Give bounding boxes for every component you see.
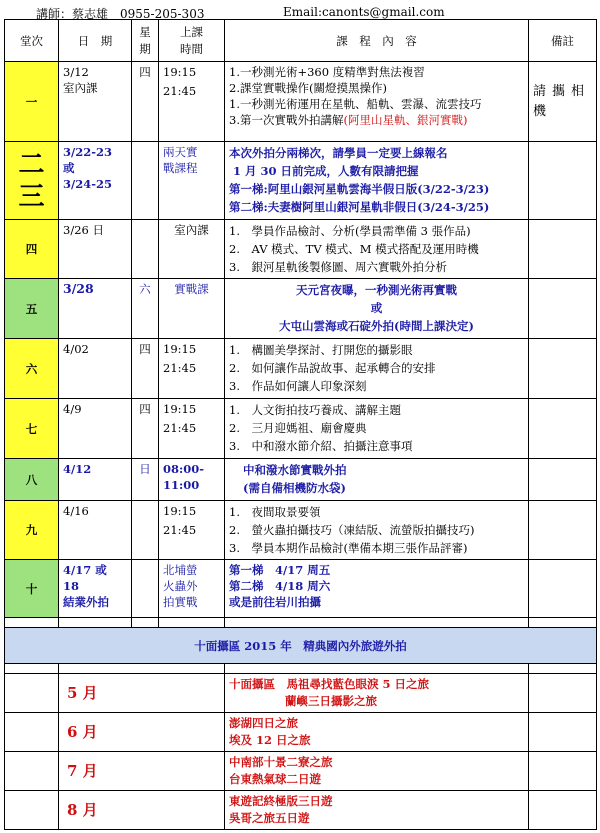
session-weekday: 日 (132, 459, 159, 501)
session-number: 六 (5, 339, 59, 399)
session-time: 實戰課 (159, 279, 225, 339)
session-number: 一 (5, 62, 59, 142)
session-time: 北埔螢 火蟲外 拍實戰 (159, 560, 225, 618)
session-number: 二 三 (5, 142, 59, 220)
session-date: 3/26 日 (59, 220, 132, 279)
session-number: 八 (5, 459, 59, 501)
session-number: 四 (5, 220, 59, 279)
col-time: 上課時間 (159, 20, 225, 62)
session-note (529, 279, 597, 339)
session-note (529, 339, 597, 399)
col-session: 堂次 (5, 20, 59, 62)
session-time: 19:15 21:45 (159, 62, 225, 142)
travel-banner: 十面攝區 2015 年 精典國內外旅遊外拍 (5, 628, 597, 664)
session-number: 七 (5, 399, 59, 459)
trip-content: 澎湖四日之旅 埃及 12 日之旅 (225, 713, 529, 752)
trip-row-august (5, 791, 597, 830)
email-contact[interactable]: Email:canonts@gmail.com (283, 5, 445, 19)
session-time: 19:15 21:45 (159, 501, 225, 560)
trip-month: 5 月 (59, 674, 225, 713)
session-content: 中和潑水節實戰外拍 (需自備相機防水袋) (225, 459, 529, 501)
trip-note (529, 713, 597, 752)
session-date: 4/16 (59, 501, 132, 560)
session-date: 3/28 (59, 279, 132, 339)
session-date: 4/12 (59, 459, 132, 501)
trip-row-july (5, 752, 597, 791)
spacer-row (5, 664, 597, 674)
trip-month: 6 月 (59, 713, 225, 752)
session-content: 1. 學員作品檢討、分析(學員需準備 3 張作品) 2. AV 模式、TV 模式、M 模式搭配及運用時機 3. 銀河星軌後製修圖、周六實戰外拍分析 (225, 220, 529, 279)
session-row-7 (5, 399, 597, 459)
session-date: 4/9 (59, 399, 132, 459)
session-content: 第一梯 4/17 周五 第二梯 4/18 周六 或是前往岩川拍攝 (225, 560, 529, 618)
session-weekday: 四 (132, 62, 159, 142)
session-row-9 (5, 501, 597, 560)
table-header-row (5, 20, 597, 62)
session-row-8 (5, 459, 597, 501)
trip-row-june (5, 713, 597, 752)
session-row-1 (5, 62, 597, 142)
trip-content: 東遊記終極版三日遊 吳哥之旅五日遊 (225, 791, 529, 830)
trip-note (529, 752, 597, 791)
session-note (529, 399, 597, 459)
session-time: 19:15 21:45 (159, 399, 225, 459)
session-note (529, 220, 597, 279)
session-time: 19:15 21:45 (159, 339, 225, 399)
session-weekday (132, 220, 159, 279)
col-weekday: 星期 (132, 20, 159, 62)
session-date: 4/02 (59, 339, 132, 399)
session-weekday (132, 560, 159, 618)
teacher-contact: 講師：蔡志雄 0955-205-303 (36, 7, 205, 21)
session-row-6 (5, 339, 597, 399)
trip-row-may (5, 674, 597, 713)
trip-note (529, 674, 597, 713)
session-weekday (132, 142, 159, 220)
session-content: 1. 人文街拍技巧養成、講解主題 2. 三月迎媽祖、廟會慶典 3. 中和潑水節介紹、拍攝注意事項 (225, 399, 529, 459)
trip-month: 8 月 (59, 791, 225, 830)
session-date: 3/12 室內課 (59, 62, 132, 142)
session-time: 08:00- 11:00 (159, 459, 225, 501)
session-row-2-3 (5, 142, 597, 220)
session-content: 1. 夜間取景要領 2. 螢火蟲拍攝技巧（凍結版、流螢版拍攝技巧) 3. 學員本期作品檢討(準備本期三張作品評審) (225, 501, 529, 560)
spacer-row (5, 618, 597, 628)
session-content: 本次外拍分兩梯次，請學員一定要上線報名 1 月 30 日前完成，人數有限請把握 第一梯:阿里山銀河星軌雲海半假日版(3/22-3/23) 第二梯:夫妻樹阿里山銀河星軌非假日(3/24-3/25) (225, 142, 529, 220)
session-weekday (132, 501, 159, 560)
session-note (529, 501, 597, 560)
session-weekday: 六 (132, 279, 159, 339)
session-weekday: 四 (132, 339, 159, 399)
trip-month: 7 月 (59, 752, 225, 791)
session-row-4 (5, 220, 597, 279)
session-row-10 (5, 560, 597, 618)
col-note: 備註 (529, 20, 597, 62)
session-content: 1. 構圖美學探討、打開您的攝影眼 2. 如何讓作品說故事、起承轉合的安排 3. 作品如何讓人印象深刻 (225, 339, 529, 399)
session-weekday: 四 (132, 399, 159, 459)
session-number: 五 (5, 279, 59, 339)
trip-note (529, 791, 597, 830)
travel-banner-row (5, 628, 597, 664)
session-content: 天元宮夜曝，一秒測光術再實戰 或 大屯山雲海或石碇外拍(時間上課決定) (225, 279, 529, 339)
schedule-table (4, 19, 597, 830)
session-date: 3/22-23 或 3/24-25 (59, 142, 132, 220)
col-content: 課 程 內 容 (225, 20, 529, 62)
session-row-5 (5, 279, 597, 339)
session-note: 請攜相機 (529, 62, 597, 142)
session-content: 1.一秒測光術+360 度精準對焦法複習 2.課堂實戰操作(關燈摸黑操作) 1.一秒測光術運用在星軌、船軌、雲瀑、流雲技巧 3.第一次實戰外拍講解(阿里山星軌、銀河實戰) (225, 62, 529, 142)
session-note (529, 560, 597, 618)
trip-content: 十面攝區 馬祖尋找藍色眼淚 5 日之旅 蘭嶼三日攝影之旅 (225, 674, 529, 713)
trip-content: 中南部十景二寮之旅 台東熱氣球二日遊 (225, 752, 529, 791)
session-number: 十 (5, 560, 59, 618)
session-time: 室內課 (159, 220, 225, 279)
session-date: 4/17 或 18 結業外拍 (59, 560, 132, 618)
session-time: 兩天實 戰課程 (159, 142, 225, 220)
session-number: 九 (5, 501, 59, 560)
session-note (529, 459, 597, 501)
session-note (529, 142, 597, 220)
col-date: 日 期 (59, 20, 132, 62)
